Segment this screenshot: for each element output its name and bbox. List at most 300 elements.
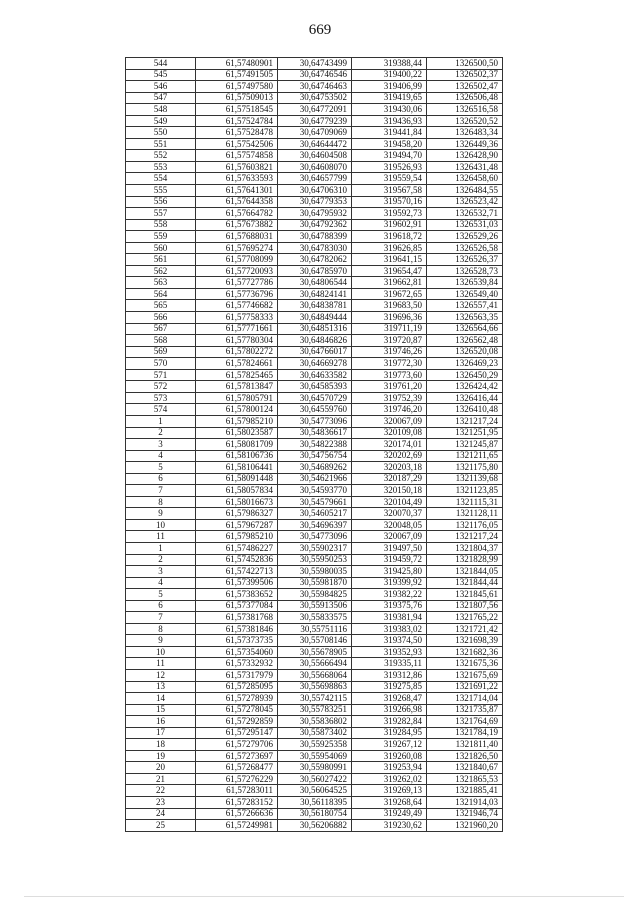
longitude-cell: 30,54756754 [278,450,352,462]
latitude-cell: 61,57452836 [196,554,278,566]
table-row [126,693,503,705]
y-coordinate-cell: 1321844,05 [427,566,503,578]
point-number-cell: 567 [126,323,196,335]
x-coordinate-cell: 319746,20 [352,404,427,416]
longitude-cell: 30,55668064 [278,669,352,681]
longitude-cell: 30,64633582 [278,369,352,381]
x-coordinate-cell: 319335,11 [352,658,427,670]
point-number-cell: 550 [126,127,196,139]
longitude-cell: 30,64608070 [278,161,352,173]
x-coordinate-cell: 319406,99 [352,81,427,93]
point-number-cell: 11 [126,658,196,670]
table-row [126,358,503,370]
longitude-cell: 30,64788399 [278,231,352,243]
latitude-cell: 61,57800124 [196,404,278,416]
point-number-cell: 9 [126,635,196,647]
longitude-cell: 30,55708146 [278,635,352,647]
table-row [126,369,503,381]
y-coordinate-cell: 1321811,40 [427,739,503,751]
point-number-cell: 10 [126,646,196,658]
x-coordinate-cell: 319773,60 [352,369,427,381]
point-number-cell: 557 [126,208,196,220]
longitude-cell: 30,64585393 [278,381,352,393]
longitude-cell: 30,64709069 [278,127,352,139]
latitude-cell: 61,57805791 [196,392,278,404]
latitude-cell: 61,57509013 [196,92,278,104]
x-coordinate-cell: 319526,93 [352,161,427,173]
y-coordinate-cell: 1326557,41 [427,300,503,312]
longitude-cell: 30,64706310 [278,185,352,197]
table-row [126,104,503,116]
table-row [126,173,503,185]
y-coordinate-cell: 1321698,39 [427,635,503,647]
point-number-cell: 570 [126,358,196,370]
latitude-cell: 61,58016673 [196,496,278,508]
y-coordinate-cell: 1326539,84 [427,277,503,289]
point-number-cell: 554 [126,173,196,185]
longitude-cell: 30,64779239 [278,115,352,127]
table-row [126,58,503,70]
x-coordinate-cell: 319570,16 [352,196,427,208]
point-number-cell: 20 [126,762,196,774]
latitude-cell: 61,57644358 [196,196,278,208]
y-coordinate-cell: 1321826,50 [427,750,503,762]
latitude-cell: 61,57480901 [196,58,278,70]
point-number-cell: 8 [126,496,196,508]
longitude-cell: 30,64743499 [278,58,352,70]
latitude-cell: 61,58106441 [196,462,278,474]
table-row [126,161,503,173]
y-coordinate-cell: 1321885,41 [427,785,503,797]
longitude-cell: 30,54621966 [278,473,352,485]
longitude-cell: 30,54836617 [278,427,352,439]
point-number-cell: 551 [126,138,196,150]
y-coordinate-cell: 1321807,56 [427,600,503,612]
latitude-cell: 61,57283152 [196,797,278,809]
table-row [126,750,503,762]
x-coordinate-cell: 319383,02 [352,623,427,635]
latitude-cell: 61,57813847 [196,381,278,393]
y-coordinate-cell: 1321721,42 [427,623,503,635]
table-row [126,127,503,139]
longitude-cell: 30,64849444 [278,312,352,324]
point-number-cell: 7 [126,485,196,497]
x-coordinate-cell: 319641,15 [352,254,427,266]
point-number-cell: 13 [126,681,196,693]
point-number-cell: 6 [126,600,196,612]
table-row [126,566,503,578]
longitude-cell: 30,55751116 [278,623,352,635]
y-coordinate-cell: 1326500,50 [427,58,503,70]
latitude-cell: 61,57377084 [196,600,278,612]
latitude-cell: 61,57399506 [196,577,278,589]
longitude-cell: 30,55954069 [278,750,352,762]
longitude-cell: 30,64559760 [278,404,352,416]
longitude-cell: 30,54773096 [278,531,352,543]
latitude-cell: 61,57673882 [196,219,278,231]
x-coordinate-cell: 319626,85 [352,242,427,254]
point-number-cell: 23 [126,797,196,809]
table-row [126,727,503,739]
y-coordinate-cell: 1321211,65 [427,450,503,462]
y-coordinate-cell: 1321784,19 [427,727,503,739]
y-coordinate-cell: 1321914,03 [427,797,503,809]
latitude-cell: 61,58106736 [196,450,278,462]
x-coordinate-cell: 319284,95 [352,727,427,739]
point-number-cell: 17 [126,727,196,739]
x-coordinate-cell: 319683,50 [352,300,427,312]
latitude-cell: 61,57574858 [196,150,278,162]
point-number-cell: 545 [126,69,196,81]
point-number-cell: 11 [126,531,196,543]
latitude-cell: 61,57688031 [196,231,278,243]
longitude-cell: 30,55902317 [278,542,352,554]
table-row [126,92,503,104]
y-coordinate-cell: 1321217,24 [427,415,503,427]
point-number-cell: 549 [126,115,196,127]
latitude-cell: 61,57746682 [196,300,278,312]
latitude-cell: 61,57332932 [196,658,278,670]
y-coordinate-cell: 1321251,95 [427,427,503,439]
latitude-cell: 61,58081709 [196,439,278,451]
y-coordinate-cell: 1326523,42 [427,196,503,208]
point-number-cell: 552 [126,150,196,162]
y-coordinate-cell: 1321691,22 [427,681,503,693]
longitude-cell: 30,64644472 [278,138,352,150]
table-row [126,231,503,243]
x-coordinate-cell: 320070,37 [352,508,427,520]
table-row [126,300,503,312]
table-row [126,797,503,809]
longitude-cell: 30,64779353 [278,196,352,208]
point-number-cell: 18 [126,739,196,751]
longitude-cell: 30,55742115 [278,693,352,705]
x-coordinate-cell: 319494,70 [352,150,427,162]
table-row [126,716,503,728]
latitude-cell: 61,57317979 [196,669,278,681]
table-row [126,219,503,231]
table-row [126,496,503,508]
longitude-cell: 30,55698863 [278,681,352,693]
latitude-cell: 61,57771661 [196,323,278,335]
table-row [126,185,503,197]
page-number: 669 [308,22,332,38]
table-row [126,635,503,647]
x-coordinate-cell: 319441,84 [352,127,427,139]
y-coordinate-cell: 1326424,42 [427,381,503,393]
table-row [126,381,503,393]
y-coordinate-cell: 1321840,67 [427,762,503,774]
table-row [126,473,503,485]
point-number-cell: 1 [126,542,196,554]
longitude-cell: 30,64746546 [278,69,352,81]
table-row [126,577,503,589]
table-row [126,335,503,347]
y-coordinate-cell: 1321128,11 [427,508,503,520]
longitude-cell: 30,64753502 [278,92,352,104]
point-number-cell: 24 [126,808,196,820]
point-number-cell: 558 [126,219,196,231]
y-coordinate-cell: 1326520,52 [427,115,503,127]
y-coordinate-cell: 1326526,58 [427,242,503,254]
table-row [126,346,503,358]
y-coordinate-cell: 1321804,37 [427,542,503,554]
table-row [126,773,503,785]
y-coordinate-cell: 1321123,85 [427,485,503,497]
latitude-cell: 61,57249981 [196,820,278,832]
x-coordinate-cell: 319458,20 [352,138,427,150]
x-coordinate-cell: 319260,08 [352,750,427,762]
table-row [126,658,503,670]
point-number-cell: 569 [126,346,196,358]
table-row [126,808,503,820]
x-coordinate-cell: 319618,72 [352,231,427,243]
y-coordinate-cell: 1321675,69 [427,669,503,681]
table-row [126,265,503,277]
point-number-cell: 571 [126,369,196,381]
point-number-cell: 573 [126,392,196,404]
point-number-cell: 3 [126,566,196,578]
y-coordinate-cell: 1321175,80 [427,462,503,474]
x-coordinate-cell: 319282,84 [352,716,427,728]
x-coordinate-cell: 319772,30 [352,358,427,370]
point-number-cell: 21 [126,773,196,785]
latitude-cell: 61,57986327 [196,508,278,520]
latitude-cell: 61,57985210 [196,531,278,543]
longitude-cell: 30,64795932 [278,208,352,220]
y-coordinate-cell: 1326526,37 [427,254,503,266]
table-row [126,450,503,462]
y-coordinate-cell: 1321176,05 [427,519,503,531]
longitude-cell: 30,64806544 [278,277,352,289]
y-coordinate-cell: 1326450,29 [427,369,503,381]
point-number-cell: 10 [126,519,196,531]
longitude-cell: 30,64657799 [278,173,352,185]
point-number-cell: 555 [126,185,196,197]
y-coordinate-cell: 1321139,68 [427,473,503,485]
longitude-cell: 30,55678905 [278,646,352,658]
longitude-cell: 30,55913506 [278,600,352,612]
longitude-cell: 30,54689262 [278,462,352,474]
y-coordinate-cell: 1321714,04 [427,693,503,705]
longitude-cell: 30,54579661 [278,496,352,508]
table-row [126,762,503,774]
latitude-cell: 61,57268477 [196,762,278,774]
x-coordinate-cell: 319559,54 [352,173,427,185]
latitude-cell: 61,57780304 [196,335,278,347]
point-number-cell: 548 [126,104,196,116]
latitude-cell: 61,57720093 [196,265,278,277]
coordinates-table-body [126,58,503,832]
longitude-cell: 30,64792362 [278,219,352,231]
x-coordinate-cell: 319436,93 [352,115,427,127]
y-coordinate-cell: 1326483,34 [427,127,503,139]
table-row [126,589,503,601]
table-row [126,554,503,566]
table-row [126,820,503,832]
y-coordinate-cell: 1326516,58 [427,104,503,116]
point-number-cell: 560 [126,242,196,254]
latitude-cell: 61,57825465 [196,369,278,381]
x-coordinate-cell: 319430,06 [352,104,427,116]
x-coordinate-cell: 319497,50 [352,542,427,554]
longitude-cell: 30,55980991 [278,762,352,774]
point-number-cell: 574 [126,404,196,416]
longitude-cell: 30,54605217 [278,508,352,520]
x-coordinate-cell: 319654,47 [352,265,427,277]
table-row [126,138,503,150]
point-number-cell: 562 [126,265,196,277]
longitude-cell: 30,54696397 [278,519,352,531]
y-coordinate-cell: 1326410,48 [427,404,503,416]
point-number-cell: 6 [126,473,196,485]
latitude-cell: 61,57664782 [196,208,278,220]
table-row [126,485,503,497]
y-coordinate-cell: 1326506,48 [427,92,503,104]
y-coordinate-cell: 1326531,03 [427,219,503,231]
x-coordinate-cell: 319752,39 [352,392,427,404]
longitude-cell: 30,64824141 [278,288,352,300]
x-coordinate-cell: 320174,01 [352,439,427,451]
coordinates-table [125,57,503,832]
point-number-cell: 4 [126,577,196,589]
point-number-cell: 572 [126,381,196,393]
latitude-cell: 61,57603821 [196,161,278,173]
y-coordinate-cell: 1321960,20 [427,820,503,832]
point-number-cell: 7 [126,612,196,624]
longitude-cell: 30,55925358 [278,739,352,751]
x-coordinate-cell: 319253,94 [352,762,427,774]
longitude-cell: 30,64846826 [278,335,352,347]
latitude-cell: 61,57518545 [196,104,278,116]
longitude-cell: 30,56064525 [278,785,352,797]
point-number-cell: 14 [126,693,196,705]
longitude-cell: 30,64851316 [278,323,352,335]
table-row [126,150,503,162]
x-coordinate-cell: 319720,87 [352,335,427,347]
longitude-cell: 30,54773096 [278,415,352,427]
table-row [126,519,503,531]
latitude-cell: 61,57633593 [196,173,278,185]
table-row [126,242,503,254]
x-coordinate-cell: 320109,08 [352,427,427,439]
latitude-cell: 61,58091448 [196,473,278,485]
table-row [126,646,503,658]
y-coordinate-cell: 1321845,61 [427,589,503,601]
y-coordinate-cell: 1326564,66 [427,323,503,335]
y-coordinate-cell: 1326520,08 [427,346,503,358]
latitude-cell: 61,57292859 [196,716,278,728]
y-coordinate-cell: 1326549,40 [427,288,503,300]
y-coordinate-cell: 1321865,53 [427,773,503,785]
table-row [126,81,503,93]
longitude-cell: 30,55666494 [278,658,352,670]
y-coordinate-cell: 1326431,48 [427,161,503,173]
x-coordinate-cell: 319672,65 [352,288,427,300]
y-coordinate-cell: 1321946,74 [427,808,503,820]
table-row [126,704,503,716]
coordinates-table-wrapper [125,57,502,832]
y-coordinate-cell: 1321764,69 [427,716,503,728]
longitude-cell: 30,54822388 [278,439,352,451]
y-coordinate-cell: 1321115,31 [427,496,503,508]
point-number-cell: 553 [126,161,196,173]
y-coordinate-cell: 1326563,35 [427,312,503,324]
x-coordinate-cell: 319567,58 [352,185,427,197]
latitude-cell: 61,57802272 [196,346,278,358]
y-coordinate-cell: 1321828,99 [427,554,503,566]
point-number-cell: 4 [126,450,196,462]
latitude-cell: 61,57967287 [196,519,278,531]
table-row [126,277,503,289]
y-coordinate-cell: 1326528,73 [427,265,503,277]
x-coordinate-cell: 319602,91 [352,219,427,231]
point-number-cell: 1 [126,415,196,427]
x-coordinate-cell: 319400,22 [352,69,427,81]
point-number-cell: 563 [126,277,196,289]
latitude-cell: 61,57641301 [196,185,278,197]
table-row [126,508,503,520]
x-coordinate-cell: 319662,81 [352,277,427,289]
x-coordinate-cell: 319352,93 [352,646,427,658]
latitude-cell: 61,57373735 [196,635,278,647]
longitude-cell: 30,64604508 [278,150,352,162]
longitude-cell: 30,56180754 [278,808,352,820]
x-coordinate-cell: 320202,69 [352,450,427,462]
x-coordinate-cell: 319696,36 [352,312,427,324]
x-coordinate-cell: 319275,85 [352,681,427,693]
point-number-cell: 561 [126,254,196,266]
latitude-cell: 61,57524784 [196,115,278,127]
latitude-cell: 61,57278939 [196,693,278,705]
y-coordinate-cell: 1321245,87 [427,439,503,451]
y-coordinate-cell: 1326502,47 [427,81,503,93]
table-row [126,392,503,404]
longitude-cell: 30,64669278 [278,358,352,370]
latitude-cell: 61,57528478 [196,127,278,139]
x-coordinate-cell: 319592,73 [352,208,427,220]
point-number-cell: 25 [126,820,196,832]
table-row [126,462,503,474]
table-row [126,196,503,208]
point-number-cell: 19 [126,750,196,762]
longitude-cell: 30,55980035 [278,566,352,578]
x-coordinate-cell: 320067,09 [352,415,427,427]
latitude-cell: 61,57381846 [196,623,278,635]
latitude-cell: 61,57295147 [196,727,278,739]
table-row [126,288,503,300]
longitude-cell: 30,56118395 [278,797,352,809]
point-number-cell: 5 [126,462,196,474]
y-coordinate-cell: 1321765,22 [427,612,503,624]
table-row [126,531,503,543]
table-row [126,312,503,324]
latitude-cell: 61,57497580 [196,81,278,93]
longitude-cell: 30,55783251 [278,704,352,716]
point-number-cell: 9 [126,508,196,520]
x-coordinate-cell: 319249,49 [352,808,427,820]
latitude-cell: 61,57422713 [196,566,278,578]
x-coordinate-cell: 319746,26 [352,346,427,358]
point-number-cell: 12 [126,669,196,681]
x-coordinate-cell: 319711,19 [352,323,427,335]
latitude-cell: 61,57279706 [196,739,278,751]
point-number-cell: 564 [126,288,196,300]
y-coordinate-cell: 1326458,60 [427,173,503,185]
longitude-cell: 30,64746463 [278,81,352,93]
y-coordinate-cell: 1321675,36 [427,658,503,670]
y-coordinate-cell: 1326449,36 [427,138,503,150]
